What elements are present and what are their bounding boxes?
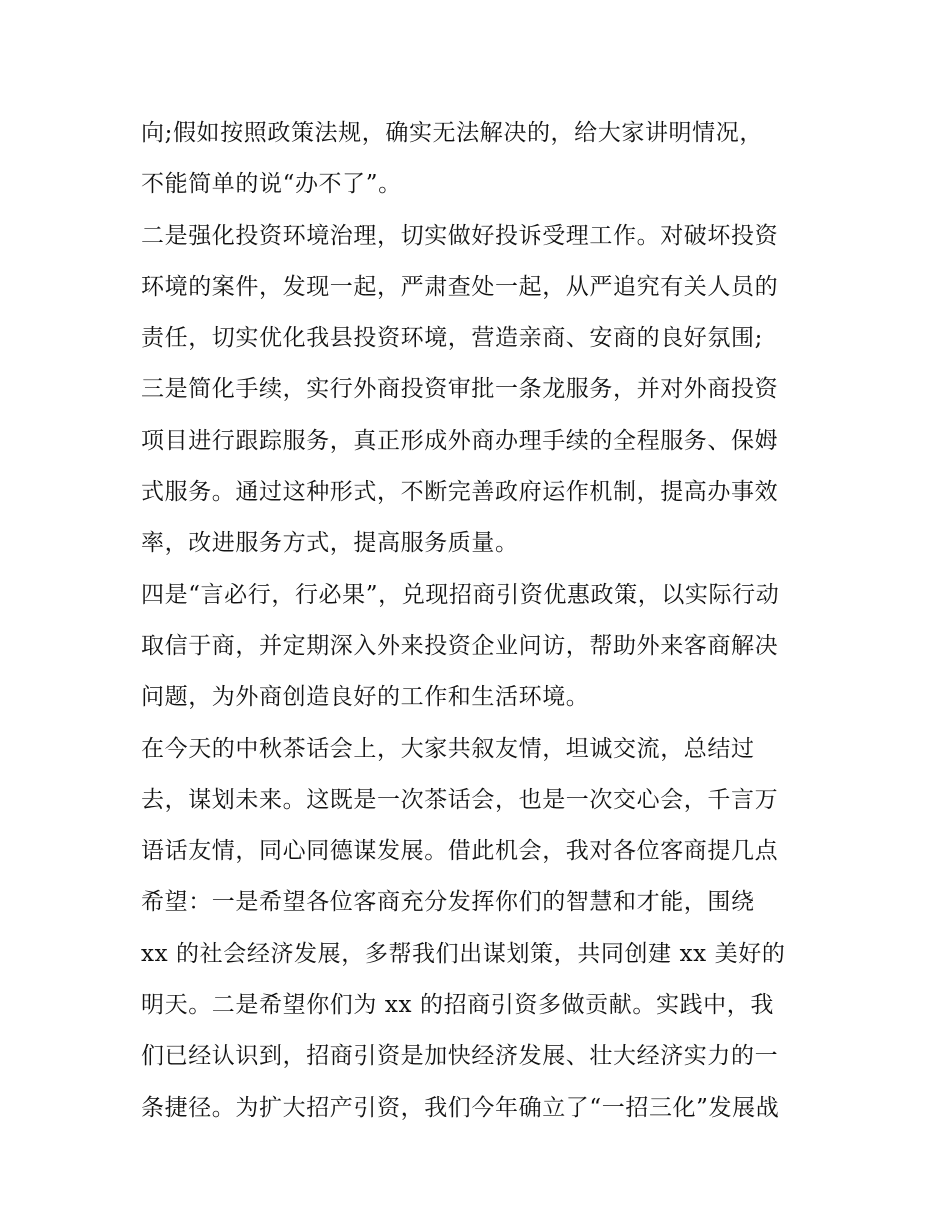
text-line: 率，改进服务方式，提高服务质量。 (141, 530, 519, 557)
text-line: 环境的案件，发现一起，严肃查处一起，从严追究有关人员的 (141, 273, 779, 300)
text-line: 条捷径。为扩大招产引资，我们今年确立了“一招三化”发展战 (141, 1094, 780, 1121)
text-line: 向;假如按照政策法规，确实无法解决的，给大家讲明情况， (141, 120, 763, 146)
text-line: xx 的社会经济发展，多帮我们出谋划策，共同创建 xx 美好的 (141, 940, 786, 967)
text-line: 希望：一是希望各位客商充分发挥你们的智慧和才能，围绕 (141, 889, 755, 916)
text-line: 式服务。通过这种形式，不断完善政府运作机制，提高办事效 (141, 479, 779, 506)
text-line: 三是简化手续，实行外商投资审批一条龙服务，并对外商投资 (141, 376, 779, 403)
text-line: 明天。二是希望你们为 xx 的招商引资多做贡献。实践中，我 (141, 992, 774, 1019)
text-line: 去，谋划未来。这既是一次茶话会，也是一次交心会，千言万 (141, 786, 779, 813)
text-line: 语话友情，同心同德谋发展。借此机会，我对各位客商提几点 (141, 838, 779, 865)
document-body (141, 108, 821, 1134)
text-line: 们已经认识到，招商引资是加快经济发展、壮大经济实力的一 (141, 1043, 779, 1070)
text-line: 在今天的中秋茶话会上，大家共叙友情，坦诚交流，总结过 (141, 735, 755, 762)
text-line: 取信于商，并定期深入外来投资企业问访，帮助外来客商解决 (141, 632, 779, 659)
text-line: 项目进行跟踪服务，真正形成外商办理手续的全程服务、保姆 (141, 427, 779, 454)
text-line: 问题，为外商创造良好的工作和生活环境。 (141, 684, 590, 711)
text-line: 责任，切实优化我县投资环境，营造亲商、安商的良好氛围; (141, 325, 763, 352)
text-line: 不能简单的说“办不了”。 (141, 171, 402, 198)
text-line: 四是“言必行，行必果”，兑现招商引资优惠政策，以实际行动 (141, 581, 780, 608)
text-line: 二是强化投资环境治理，切实做好投诉受理工作。对破坏投资 (141, 222, 779, 249)
